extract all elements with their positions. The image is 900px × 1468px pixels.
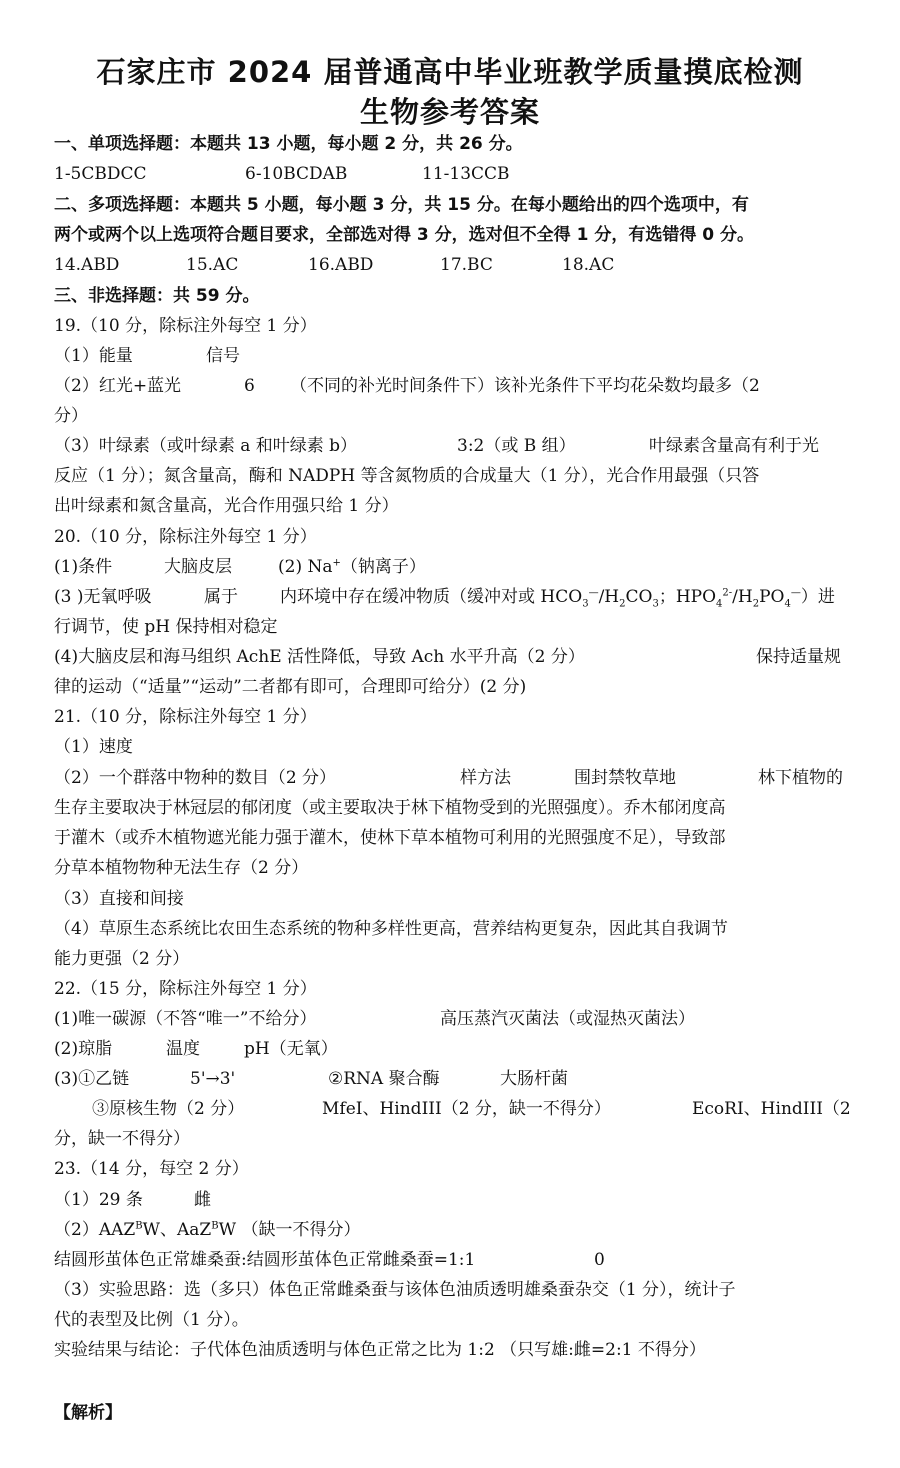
q20-sub: 3 bbox=[582, 598, 589, 610]
q22-answer-3c: ②RNA 聚合酶 bbox=[328, 1069, 440, 1089]
analysis-label: 【解析】 bbox=[54, 1403, 122, 1423]
q23-genotype-part: W、AaZ bbox=[142, 1220, 212, 1240]
q20-answer-1b: 大脑皮层 bbox=[164, 557, 232, 577]
section-1-heading: 一、单项选择题：本题共 13 小题，每小题 2 分，共 26 分。 bbox=[54, 134, 523, 154]
q20-sup: 2- bbox=[722, 587, 733, 599]
q19-answer-1a: （1）能量 bbox=[54, 346, 133, 366]
q23-genotype-part: （2）AAZ bbox=[54, 1220, 136, 1240]
q20-formula-part: PO bbox=[759, 587, 785, 607]
q20-answer-1a: (1)条件 bbox=[54, 557, 113, 577]
q19-answer-2a: （2）红光+蓝光 bbox=[54, 376, 182, 396]
q19-answer-3a: （3）叶绿素（或叶绿素 a 和叶绿素 b） bbox=[54, 436, 358, 456]
q22-answer-2b: 温度 bbox=[166, 1039, 200, 1059]
q20-sub: 3 bbox=[652, 598, 659, 610]
q20-sup: — bbox=[588, 587, 599, 599]
q20-answer-4a: (4)大脑皮层和海马组织 AchE 活性降低，导致 Ach 水平升高（2 分） bbox=[54, 647, 585, 667]
q23-answer-1a: （1）29 条 bbox=[54, 1190, 143, 1210]
q20-sub: 4 bbox=[784, 598, 791, 610]
q20-formula-part: ；HPO bbox=[658, 587, 717, 607]
q19-answer-3c: 叶绿素含量高有利于光 bbox=[649, 436, 819, 456]
q23-allele-sup: B bbox=[135, 1220, 143, 1232]
q20-line-1 bbox=[54, 556, 426, 578]
q22-answer-3d: 大肠杆菌 bbox=[500, 1069, 568, 1089]
q21-line-1: （1）速度 bbox=[54, 737, 133, 757]
q19-answer-2b: 6 bbox=[244, 376, 255, 396]
q23-genotype-part: W （缺一不得分） bbox=[218, 1220, 361, 1240]
q20-answer-4b: 保持适量规 bbox=[756, 647, 841, 667]
q20-sub: 4 bbox=[716, 598, 723, 610]
q22-answer-3g: EcoRI、HindIII（2 bbox=[692, 1099, 851, 1119]
q20-heading: 20.（10 分，除标注外每空 1 分） bbox=[54, 527, 317, 547]
q22-answer-1a: (1)唯一碳源（不答“唯一”不给分） bbox=[54, 1009, 317, 1029]
section-2-answers bbox=[54, 254, 614, 276]
section-1-answers bbox=[54, 163, 510, 185]
q23-answer-1b: 雌 bbox=[194, 1190, 211, 1210]
section-2-heading-1: 二、多项选择题：本题共 5 小题，每小题 3 分，共 15 分。在每小题给出的四个选项中，有 bbox=[54, 195, 749, 215]
q20-answer-3a: (3 )无氧呼吸 bbox=[54, 587, 152, 607]
answer-18: 18.AC bbox=[562, 255, 615, 275]
q19-answer-2c: （不同的补光时间条件下）该补光条件下平均花朵数均最多（2 bbox=[290, 376, 760, 396]
q20-na-charge: + bbox=[332, 557, 341, 569]
q21-line-2 bbox=[54, 767, 843, 789]
q22-line-2 bbox=[54, 1038, 338, 1060]
q20-line-5: 律的运动（“适量”“运动”二者都有即可，合理即可给分）(2 分) bbox=[54, 677, 527, 697]
q21-line-5: 分草本植物物种无法生存（2 分） bbox=[54, 858, 309, 878]
q23-heading: 23.（14 分，每空 2 分） bbox=[54, 1159, 249, 1179]
title-line-1: 石家庄市 2024 届普通高中毕业班教学质量摸底检测 bbox=[96, 55, 804, 89]
q20-formula-part: /H bbox=[598, 587, 620, 607]
q22-answer-1b: 高压蒸汽灭菌法（或湿热灭菌法） bbox=[440, 1009, 695, 1029]
q19-line-4 bbox=[54, 435, 819, 457]
q22-answer-3f: MfeI、HindIII（2 分，缺一不得分） bbox=[322, 1099, 611, 1119]
q21-answer-2c: 围封禁牧草地 bbox=[574, 768, 676, 788]
section-2-heading-2: 两个或两个以上选项符合题目要求，全部选对得 3 分，选对但不全得 1 分，有选错得 0 分。 bbox=[54, 225, 754, 245]
answer-6-10: 6-10BCDAB bbox=[245, 164, 348, 184]
answer-15: 15.AC bbox=[186, 255, 239, 275]
q20-sub: 2 bbox=[752, 598, 760, 610]
q22-answer-3e: ③原核生物（2 分） bbox=[92, 1099, 245, 1119]
q23-answer-2b: 结圆形茧体色正常雄桑蚕:结圆形茧体色正常雌桑蚕=1:1 bbox=[54, 1250, 476, 1270]
title-line-2: 生物参考答案 bbox=[359, 95, 540, 129]
q20-sup: — bbox=[790, 587, 801, 599]
q22-answer-3b: 5'→3' bbox=[190, 1069, 236, 1089]
q20-line-2 bbox=[54, 586, 835, 608]
q22-line-1 bbox=[54, 1008, 695, 1030]
answer-16: 16.ABD bbox=[308, 255, 374, 275]
q22-answer-3a: (3)①乙链 bbox=[54, 1069, 130, 1089]
q23-line-5: 代的表型及比例（1 分）。 bbox=[54, 1310, 249, 1330]
q19-line-6: 出叶绿素和氮含量高，光合作用强只给 1 分） bbox=[54, 496, 399, 516]
q19-line-5: 反应（1 分）；氮含量高，酶和 NADPH 等含氮物质的合成量大（1 分），光合作用最强（只答 bbox=[54, 466, 760, 486]
q23-line-3 bbox=[54, 1249, 605, 1271]
q23-allele-sup: B bbox=[211, 1220, 219, 1232]
q22-answer-2a: (2)琼脂 bbox=[54, 1039, 113, 1059]
q20-line-3: 行调节，使 pH 保持相对稳定 bbox=[54, 617, 278, 637]
q23-line-1 bbox=[54, 1189, 211, 1211]
q22-answer-2c: pH（无氧） bbox=[244, 1039, 338, 1059]
q20-line-4 bbox=[54, 646, 841, 668]
q20-answer-2-note: （钠离子） bbox=[340, 557, 426, 577]
q19-line-1 bbox=[54, 345, 240, 367]
q20-formula-part: CO bbox=[625, 587, 653, 607]
q21-answer-2b: 样方法 bbox=[460, 768, 511, 788]
q20-answer-3b: 属于 bbox=[204, 587, 238, 607]
q21-line-7: （4）草原生态系统比农田生态系统的物种多样性更高，营养结构更复杂，因此其自我调节 bbox=[54, 919, 728, 939]
q23-line-6: 实验结果与结论：子代体色油质透明与体色正常之比为 1:2 （只写雄:雌=2:1 不得分） bbox=[54, 1340, 706, 1360]
q21-line-6: （3）直接和间接 bbox=[54, 889, 184, 909]
q19-heading: 19.（10 分，除标注外每空 1 分） bbox=[54, 316, 317, 336]
q21-line-8: 能力更强（2 分） bbox=[54, 949, 190, 969]
q23-line-2 bbox=[54, 1219, 361, 1241]
q20-answer-3c: 内环境中存在缓冲物质（缓冲对或 HCO bbox=[280, 587, 583, 607]
q21-answer-2a: （2）一个群落中物种的数目（2 分） bbox=[54, 768, 337, 788]
section-3-heading: 三、非选择题：共 59 分。 bbox=[54, 286, 260, 306]
q20-formula-part: /H bbox=[732, 587, 753, 607]
q22-line-5: 分，缺一不得分） bbox=[54, 1129, 190, 1149]
q19-answer-3b: 3:2（或 B 组） bbox=[457, 436, 576, 456]
answer-1-5: 1-5CBDCC bbox=[54, 164, 147, 184]
q19-answer-1b: 信号 bbox=[206, 346, 240, 366]
q21-line-3: 生存主要取决于林冠层的郁闭度（或主要取决于林下植物受到的光照强度）。乔木郁闭度高 bbox=[54, 798, 726, 818]
answer-14: 14.ABD bbox=[54, 255, 120, 275]
q23-answer-2c: 0 bbox=[594, 1250, 605, 1270]
q21-answer-2d: 林下植物的 bbox=[758, 768, 843, 788]
q21-heading: 21.（10 分，除标注外每空 1 分） bbox=[54, 707, 317, 727]
q21-line-4: 于灌木（或乔木植物遮光能力强于灌木，使林下草本植物可利用的光照强度不足），导致部 bbox=[54, 828, 726, 848]
q22-heading: 22.（15 分，除标注外每空 1 分） bbox=[54, 979, 317, 999]
q20-answer-2: (2) Na bbox=[278, 557, 333, 577]
answer-11-13: 11-13CCB bbox=[422, 164, 510, 184]
q20-formula-part: ）进 bbox=[800, 587, 835, 607]
q22-line-3 bbox=[54, 1068, 568, 1090]
q22-line-4 bbox=[92, 1098, 851, 1120]
q20-sub: 2 bbox=[619, 598, 626, 610]
answer-17: 17.BC bbox=[440, 255, 493, 275]
q19-line-2 bbox=[54, 375, 760, 397]
q19-line-3: 分） bbox=[54, 406, 88, 426]
q23-line-4: （3）实验思路：选（多只）体色正常雌桑蚕与该体色油质透明雄桑蚕杂交（1 分），统计子 bbox=[54, 1280, 736, 1300]
